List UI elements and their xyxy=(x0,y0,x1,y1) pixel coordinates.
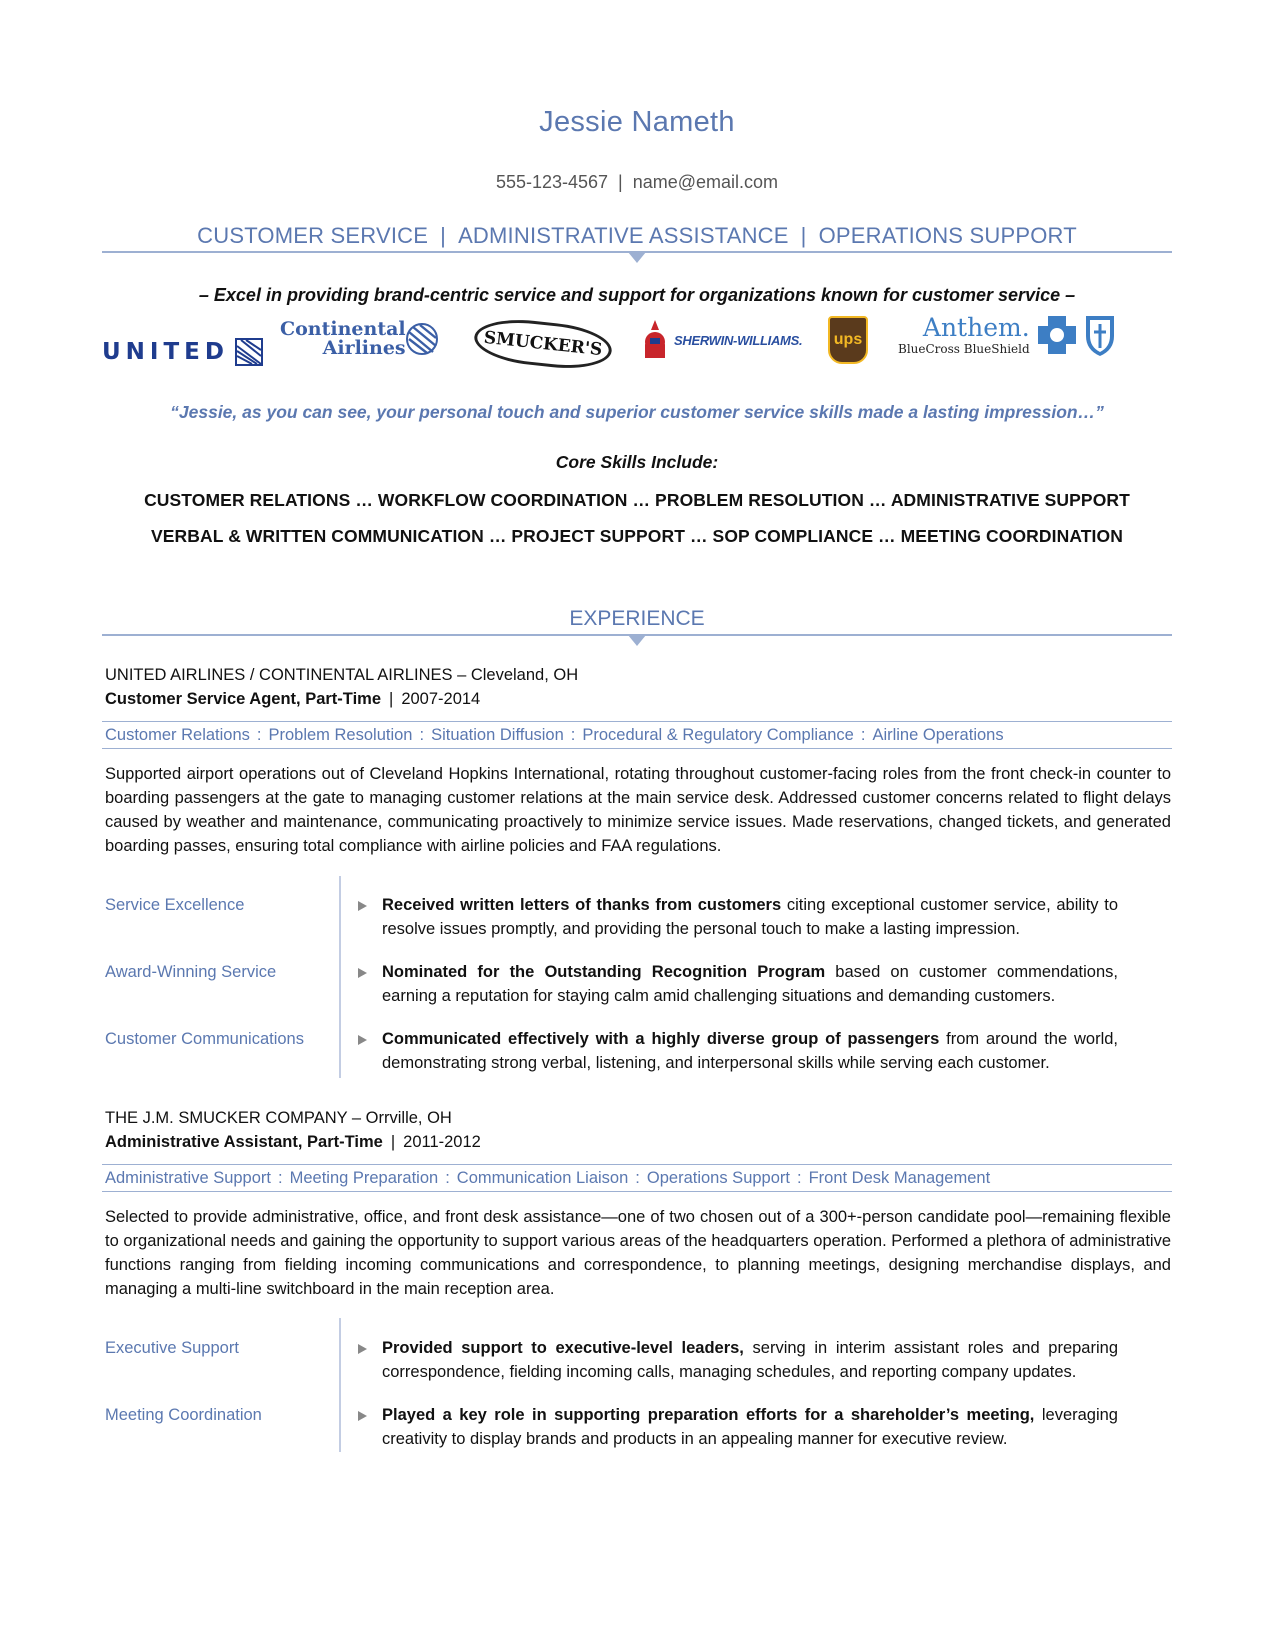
bullet-arrow-icon xyxy=(358,1035,367,1045)
united-globe-icon xyxy=(235,338,265,366)
keyword: Communication Liaison xyxy=(456,1169,629,1187)
achievement-divider xyxy=(339,876,341,1078)
phone-number: 555-123-4567 xyxy=(495,172,609,192)
skills-title: Core Skills Include: xyxy=(555,452,719,472)
keyword: Airline Operations xyxy=(872,726,1004,744)
achievement-label: Meeting Coordination xyxy=(105,1406,262,1424)
company-line: THE J.M. SMUCKER COMPANY – Orrville, OH xyxy=(105,1109,452,1127)
keyword: Meeting Preparation xyxy=(289,1169,439,1187)
achievement-label: Executive Support xyxy=(105,1339,239,1357)
divider-pointer-icon xyxy=(628,252,646,263)
email-address: name@email.com xyxy=(632,172,779,192)
divider-pointer-icon xyxy=(628,635,646,646)
achievement-label: Award-Winning Service xyxy=(105,963,277,981)
keyword-bar: Administrative Support : Meeting Preparation : Communication Liaison : Operations Support : Front Desk Management xyxy=(102,1164,1172,1192)
skills-line: CUSTOMER RELATIONS … WORKFLOW COORDINATION … PROBLEM RESOLUTION … ADMINISTRATIVE SUPPORT xyxy=(144,490,1130,510)
achievement-divider xyxy=(339,1318,341,1452)
continental-globe-icon xyxy=(405,322,439,356)
keyword: Situation Diffusion xyxy=(431,726,564,744)
achievement-text: Communicated effectively with a highly diverse group of passengers from around the world, demonstrating strong verbal, listening, and interpersonal skills while serving each customer. xyxy=(382,1030,1118,1072)
achievement-label: Service Excellence xyxy=(105,896,245,914)
ups-logo: ups xyxy=(828,316,868,364)
bullet-arrow-icon xyxy=(358,968,367,978)
united-logo: UNITED xyxy=(102,338,265,366)
keyword: Customer Relations xyxy=(105,726,250,744)
sherwin-williams-logo: SHERWIN-WILLIAMS. xyxy=(642,318,802,362)
headline-item: ADMINISTRATIVE ASSISTANCE xyxy=(458,223,789,248)
experience-heading: EXPERIENCE xyxy=(569,607,705,630)
continental-logo: Continental Airlines xyxy=(280,318,406,359)
keyword: Procedural & Regulatory Compliance xyxy=(582,726,854,744)
job-summary: Supported airport operations out of Cleveland Hopkins International, rotating throughout customer-facing roles from the front check-in counter to boarding passengers at the gate to managing customer relations at the main service desk. Addressed customer concerns related to flight delays caused by weather and maintenance, communicating proactively to minimize service issues. Made reservations, changed tickets, and generated boarding passes, ensuring total compliance with airline policies and FAA regulations. xyxy=(105,765,1171,855)
headline-separator: | xyxy=(800,223,807,248)
keyword: Front Desk Management xyxy=(808,1169,991,1187)
achievement-text: Provided support to executive-level leaders, serving in interim assistant roles and preparing correspondence, fielding incoming calls, managing schedules, and reporting company updates. xyxy=(382,1339,1118,1381)
paint-can-icon xyxy=(642,318,668,362)
headline-titles xyxy=(102,223,1172,249)
employer-logos xyxy=(102,313,1172,386)
achievement-text: Played a key role in supporting preparation efforts for a shareholder’s meeting, leveraging creativity to display brands and products in an appealing manner for executive review. xyxy=(382,1406,1118,1448)
achievement-text: Nominated for the Outstanding Recognition Program based on customer commendations, earning a reputation for staying calm amid challenging situations and demanding customers. xyxy=(382,963,1118,1005)
contact-separator: | xyxy=(618,172,623,192)
headline-item: OPERATIONS SUPPORT xyxy=(818,223,1077,248)
job-dates: 2011-2012 xyxy=(403,1133,481,1151)
bullet-arrow-icon xyxy=(358,901,367,911)
job-summary: Selected to provide administrative, office, and front desk assistance—one of two chosen out of a 300+-person candidate pool—remaining flexible to organizational needs and gaining the opportunity to support various areas of the headquarters operation. Performed a plethora of administrative functions ranging from fielding incoming communications and correspondence, to planning meetings, designing merchandise displays, and managing a multi-line switchboard in the main reception area. xyxy=(105,1208,1171,1298)
contact-line xyxy=(102,172,1172,193)
bullet-arrow-icon xyxy=(358,1344,367,1354)
tagline: – Excel in providing brand-centric service and support for organizations known for customer service – xyxy=(198,285,1076,305)
role-line: Customer Service Agent, Part-Time | 2007-2014 xyxy=(105,690,481,708)
achievement-label: Customer Communications xyxy=(105,1030,304,1048)
achievement-text: Received written letters of thanks from customers citing exceptional customer service, ability to resolve issues promptly, and providing the personal touch to make a lasting impression. xyxy=(382,896,1118,938)
job-dates: 2007-2014 xyxy=(401,690,481,708)
headline-separator: | xyxy=(440,223,447,248)
keyword: Problem Resolution xyxy=(268,726,413,744)
bluecross-blueshield-icon xyxy=(1036,312,1118,358)
keyword-bar: Customer Relations : Problem Resolution : Situation Diffusion : Procedural & Regulatory Compliance : Airline Operations xyxy=(102,721,1172,749)
job-title: Customer Service Agent, Part-Time xyxy=(105,690,382,708)
bullet-arrow-icon xyxy=(358,1411,367,1421)
skills-line: VERBAL & WRITTEN COMMUNICATION … PROJECT SUPPORT … SOP COMPLIANCE … MEETING COORDINATION xyxy=(151,526,1123,546)
role-line: Administrative Assistant, Part-Time | 2011-2012 xyxy=(105,1133,481,1151)
company-line: UNITED AIRLINES / CONTINENTAL AIRLINES – Cleveland, OH xyxy=(105,666,579,684)
keyword: Administrative Support xyxy=(105,1169,271,1187)
testimonial-quote: “Jessie, as you can see, your personal touch and superior customer service skills made a lasting impression…” xyxy=(170,402,1104,422)
anthem-logo: Anthem. BlueCross BlueShield xyxy=(898,313,1030,356)
headline-item: CUSTOMER SERVICE xyxy=(197,223,429,248)
smuckers-logo: SMUCKER'S xyxy=(474,322,612,366)
keyword: Operations Support xyxy=(646,1169,790,1187)
job-title: Administrative Assistant, Part-Time xyxy=(105,1133,383,1151)
candidate-name: Jessie Nameth xyxy=(539,106,735,138)
